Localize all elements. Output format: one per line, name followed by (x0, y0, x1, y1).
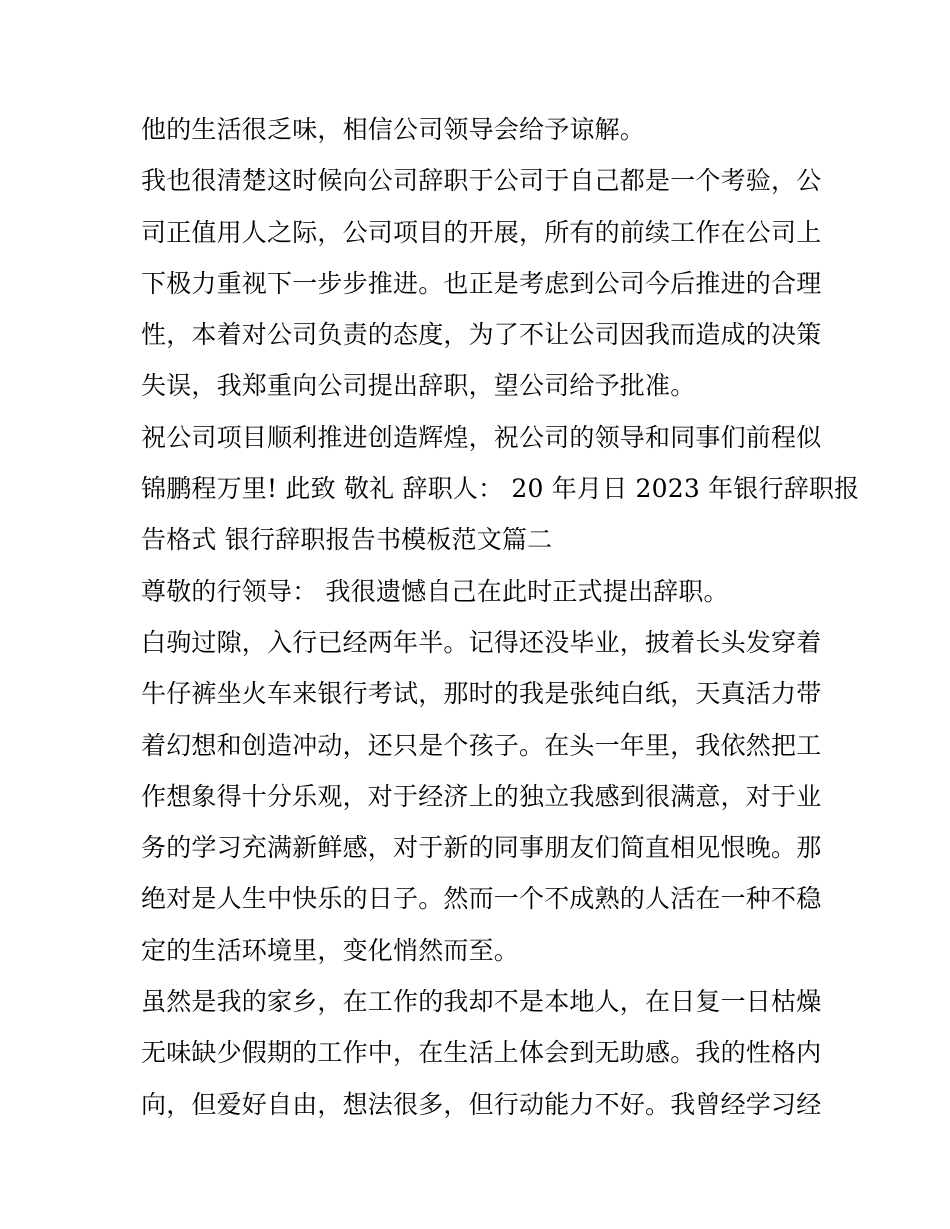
text-line: 向，但爱好自由，想法很多，但行动能力不好。我曾经学习经 (141, 1089, 822, 1119)
text-line: 无味缺少假期的工作中，在生活上体会到无助感。我的性格内 (141, 1038, 822, 1068)
text-line: 牛仔裤坐火车来银行考试，那时的我是张纯白纸，天真活力带 (141, 679, 822, 709)
text-line: 尊敬的行领导： 我很遗憾自己在此时正式提出辞职。 (141, 576, 729, 606)
text-line: 虽然是我的家乡，在工作的我却不是本地人，在日复一日枯燥 (141, 987, 822, 1017)
text-line: 告格式 银行辞职报告书模板范文篇二 (141, 525, 553, 555)
document-body (141, 104, 860, 1130)
text-line: 锦鹏程万里! 此致 敬礼 辞职人： 20 年月日 2023 年银行辞职报 (141, 474, 860, 504)
text-line: 着幻想和创造冲动，还只是个孩子。在头一年里，我依然把工 (141, 730, 822, 760)
text-line: 我也很清楚这时候向公司辞职于公司于自己都是一个考验，公 (141, 166, 822, 196)
text-line: 绝对是人生中快乐的日子。然而一个不成熟的人活在一种不稳 (141, 884, 822, 914)
text-line: 他的生活很乏味，相信公司领导会给予谅解。 (141, 115, 646, 144)
text-line: 白驹过隙，入行已经两年半。记得还没毕业，披着长头发穿着 (141, 627, 822, 657)
text-line: 下极力重视下一步步推进。也正是考虑到公司今后推进的合理 (141, 268, 822, 298)
text-line: 性，本着对公司负责的态度，为了不让公司因我而造成的决策 (141, 320, 822, 350)
text-line: 定的生活环境里，变化悄然而至。 (141, 935, 520, 965)
text-line: 务的学习充满新鲜感，对于新的同事朋友们简直相见恨晚。那 (141, 833, 822, 863)
text-line: 作想象得十分乐观，对于经济上的独立我感到很满意，对于业 (141, 781, 822, 811)
text-line: 司正值用人之际，公司项目的开展，所有的前续工作在公司上 (141, 217, 822, 247)
text-line: 祝公司项目顺利推进创造辉煌，祝公司的领导和同事们前程似 (141, 422, 822, 452)
text-line: 失误，我郑重向公司提出辞职，望公司给予批准。 (141, 371, 696, 401)
